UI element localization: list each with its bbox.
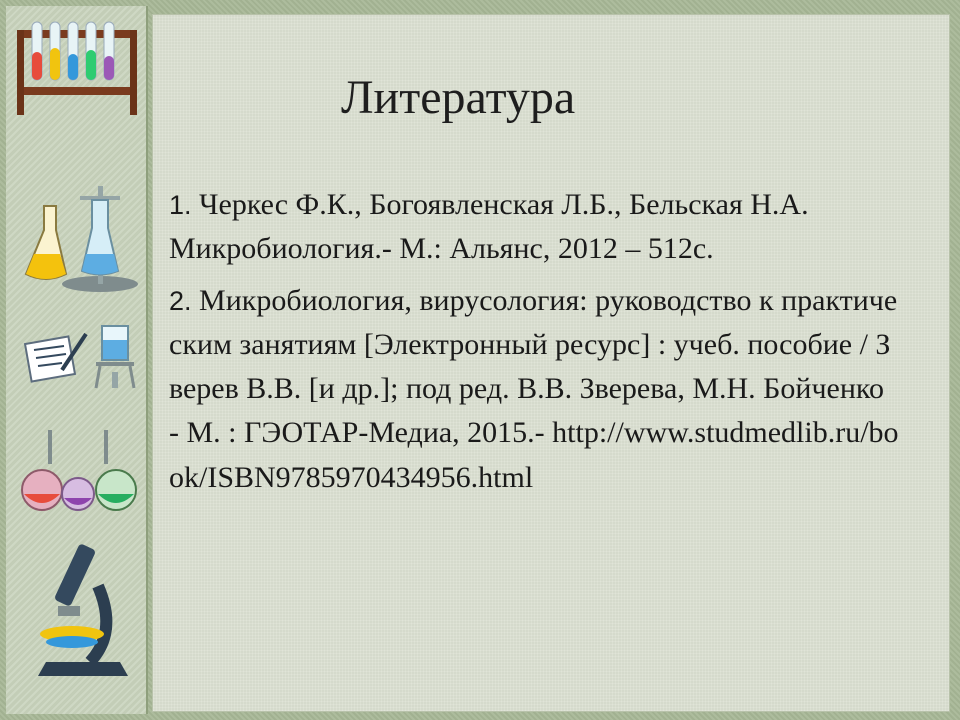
list-item-number: 2. — [169, 286, 192, 317]
slide-title: Литература — [341, 71, 576, 124]
list-item-number: 1. — [169, 190, 192, 220]
microscope-icon — [28, 536, 138, 686]
test-tube-rack-icon — [12, 12, 142, 122]
list-item-text: Черкес Ф.К., Богоявленская Л.Б., Бельская Н.А. Микробиология.- М.: Альянс, 2012 – 512с. — [169, 188, 809, 266]
flasks-with-stand-icon — [20, 166, 140, 296]
list-item — [169, 183, 899, 271]
list-item-text: Микробиология, вирусология: руководство к практическим занятиям [Электронный ресурс] : учеб. пособие / Зверев В.В. [и др.]; под ред. В.В. Зверева, М.Н. Бойченко - М. : ГЭОТАР-Медиа, 2015.- http://www.studmedlib.ru/book/ISBN9785970434956.html — [169, 284, 899, 494]
watermark-text — [16, 692, 140, 706]
list-item — [169, 279, 899, 499]
slide-content — [152, 14, 950, 712]
colored-flasks-icon — [20, 424, 140, 514]
writing-notes-icon — [22, 326, 92, 386]
beaker-on-burner-icon — [92, 320, 142, 390]
bibliography-list — [169, 183, 899, 508]
decorative-sidebar — [6, 6, 148, 714]
